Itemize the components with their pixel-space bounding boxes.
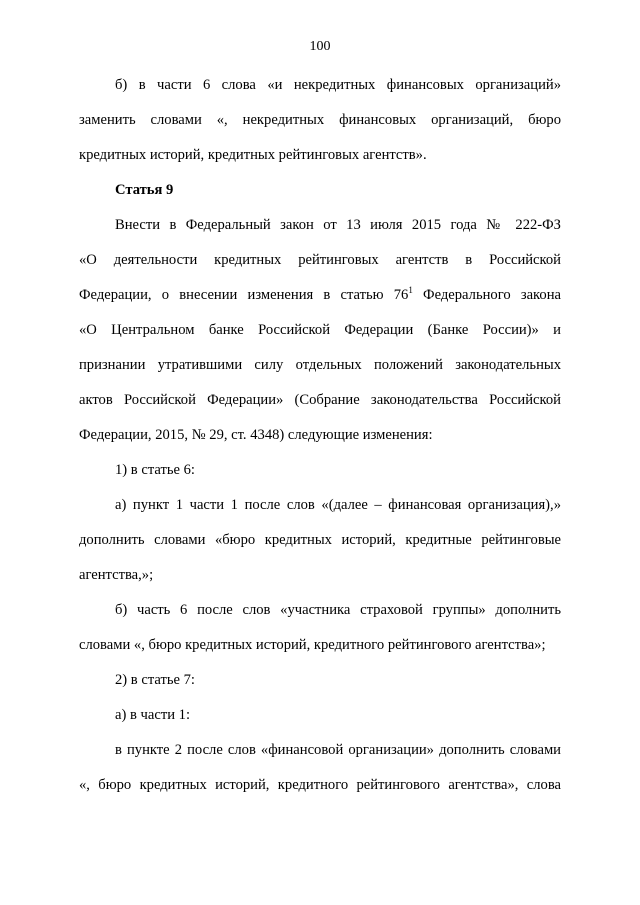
paragraph-line: б) в части 6 слова «и некредитных финансовых организаций» [115, 77, 561, 93]
paragraph-line: Внести в Федеральный закон от 13 июля 2015 года № 222-ФЗ [115, 217, 561, 233]
paragraph-line: а) пункт 1 части 1 после слов «(далее – финансовая организация),» [115, 497, 561, 513]
paragraph-line: агентства,»; [79, 567, 154, 583]
paragraph-line: кредитных историй, кредитных рейтинговых агентств». [79, 147, 427, 163]
paragraph-text: Федерального закона [412, 287, 561, 303]
paragraph-line [79, 286, 561, 304]
paragraph-line: а) в части 1: [115, 707, 191, 723]
paragraph-line: Федерации, 2015, № 29, ст. 4348) следующие изменения: [79, 427, 433, 443]
paragraph-line: «О деятельности кредитных рейтинговых агентств в Российской [79, 252, 561, 268]
paragraph-line: заменить словами «, некредитных финансовых организаций, бюро [79, 112, 561, 128]
paragraph-line: «О Центральном банке Российской Федерации (Банке России)» и [79, 322, 561, 338]
paragraph-line: в пункте 2 после слов «финансовой организации» дополнить словами [115, 742, 561, 758]
paragraph-line: б) часть 6 после слов «участника страховой группы» дополнить [115, 602, 561, 618]
paragraph-line: 2) в статье 7: [115, 672, 195, 688]
paragraph-line: признании утратившими силу отдельных положений законодательных [79, 357, 561, 373]
paragraph-line: дополнить словами «бюро кредитных историй, кредитные рейтинговые [79, 532, 561, 548]
page-number: 100 [309, 39, 331, 54]
paragraph-line: «, бюро кредитных историй, кредитного рейтингового агентства», слова [79, 777, 561, 793]
paragraph-line: 1) в статье 6: [115, 462, 195, 478]
paragraph-line: словами «, бюро кредитных историй, кредитного рейтингового агентства»; [79, 637, 546, 653]
paragraph-line: актов Российской Федерации» (Собрание законодательства Российской [79, 392, 561, 408]
article-heading: Статья 9 [115, 182, 174, 198]
paragraph-text: Федерации, о внесении изменения в статью 76 [79, 287, 409, 303]
superscript: 1 [408, 285, 413, 295]
